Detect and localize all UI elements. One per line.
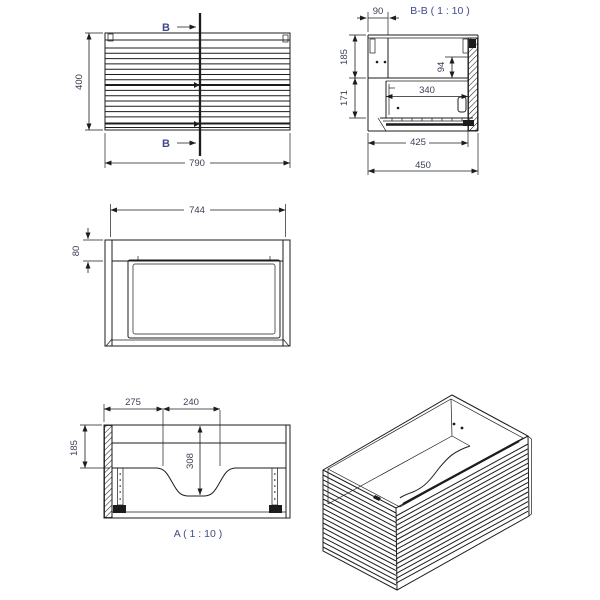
dim-front-rail: 80 [71, 245, 82, 257]
dim-left-segment: 275 [125, 397, 141, 408]
dim-front-height: 400 [74, 74, 85, 90]
isometric-view [323, 395, 532, 590]
side-panel-section-hatch [105, 426, 113, 518]
front-slats [105, 48, 290, 117]
dim-outer-depth: 450 [415, 160, 431, 171]
section-bb-view [339, 5, 478, 175]
dim-inner-depth: 425 [410, 137, 426, 148]
iso-side-slats [323, 475, 396, 585]
section-label-b-bottom: B [162, 138, 170, 150]
wall-bracket-cutout [370, 39, 375, 53]
dim-back-offset: 90 [372, 6, 384, 17]
section-label-b-top: B [162, 22, 170, 34]
drawer-box-opening [128, 260, 280, 338]
dim-rail-depth: 94 [436, 61, 447, 73]
dim-cutout-depth: 308 [185, 453, 196, 469]
front-panel-section-hatch [469, 38, 478, 131]
iso-front-slats [396, 444, 528, 583]
dim-inner-width: 744 [189, 205, 205, 216]
drawer-handle-groove [458, 97, 466, 112]
sink-plumbing-cutout [112, 468, 286, 496]
dim-shelf-depth: 185 [69, 440, 80, 456]
shelf-back-edge [328, 436, 452, 504]
front-view [74, 13, 290, 169]
dim-drawer-depth: 340 [419, 85, 435, 96]
section-a-view [69, 397, 290, 540]
section-bb-title: B-B ( 1 : 10 ) [410, 5, 470, 17]
plan-view [71, 203, 290, 346]
section-a-title: A ( 1 : 10 ) [173, 528, 223, 540]
front-right-notch [283, 35, 288, 42]
dim-front-width: 790 [189, 158, 205, 169]
dim-lower-height: 171 [339, 90, 350, 106]
dim-upper-height: 185 [339, 49, 350, 65]
dim-cutout-width: 240 [183, 397, 199, 408]
